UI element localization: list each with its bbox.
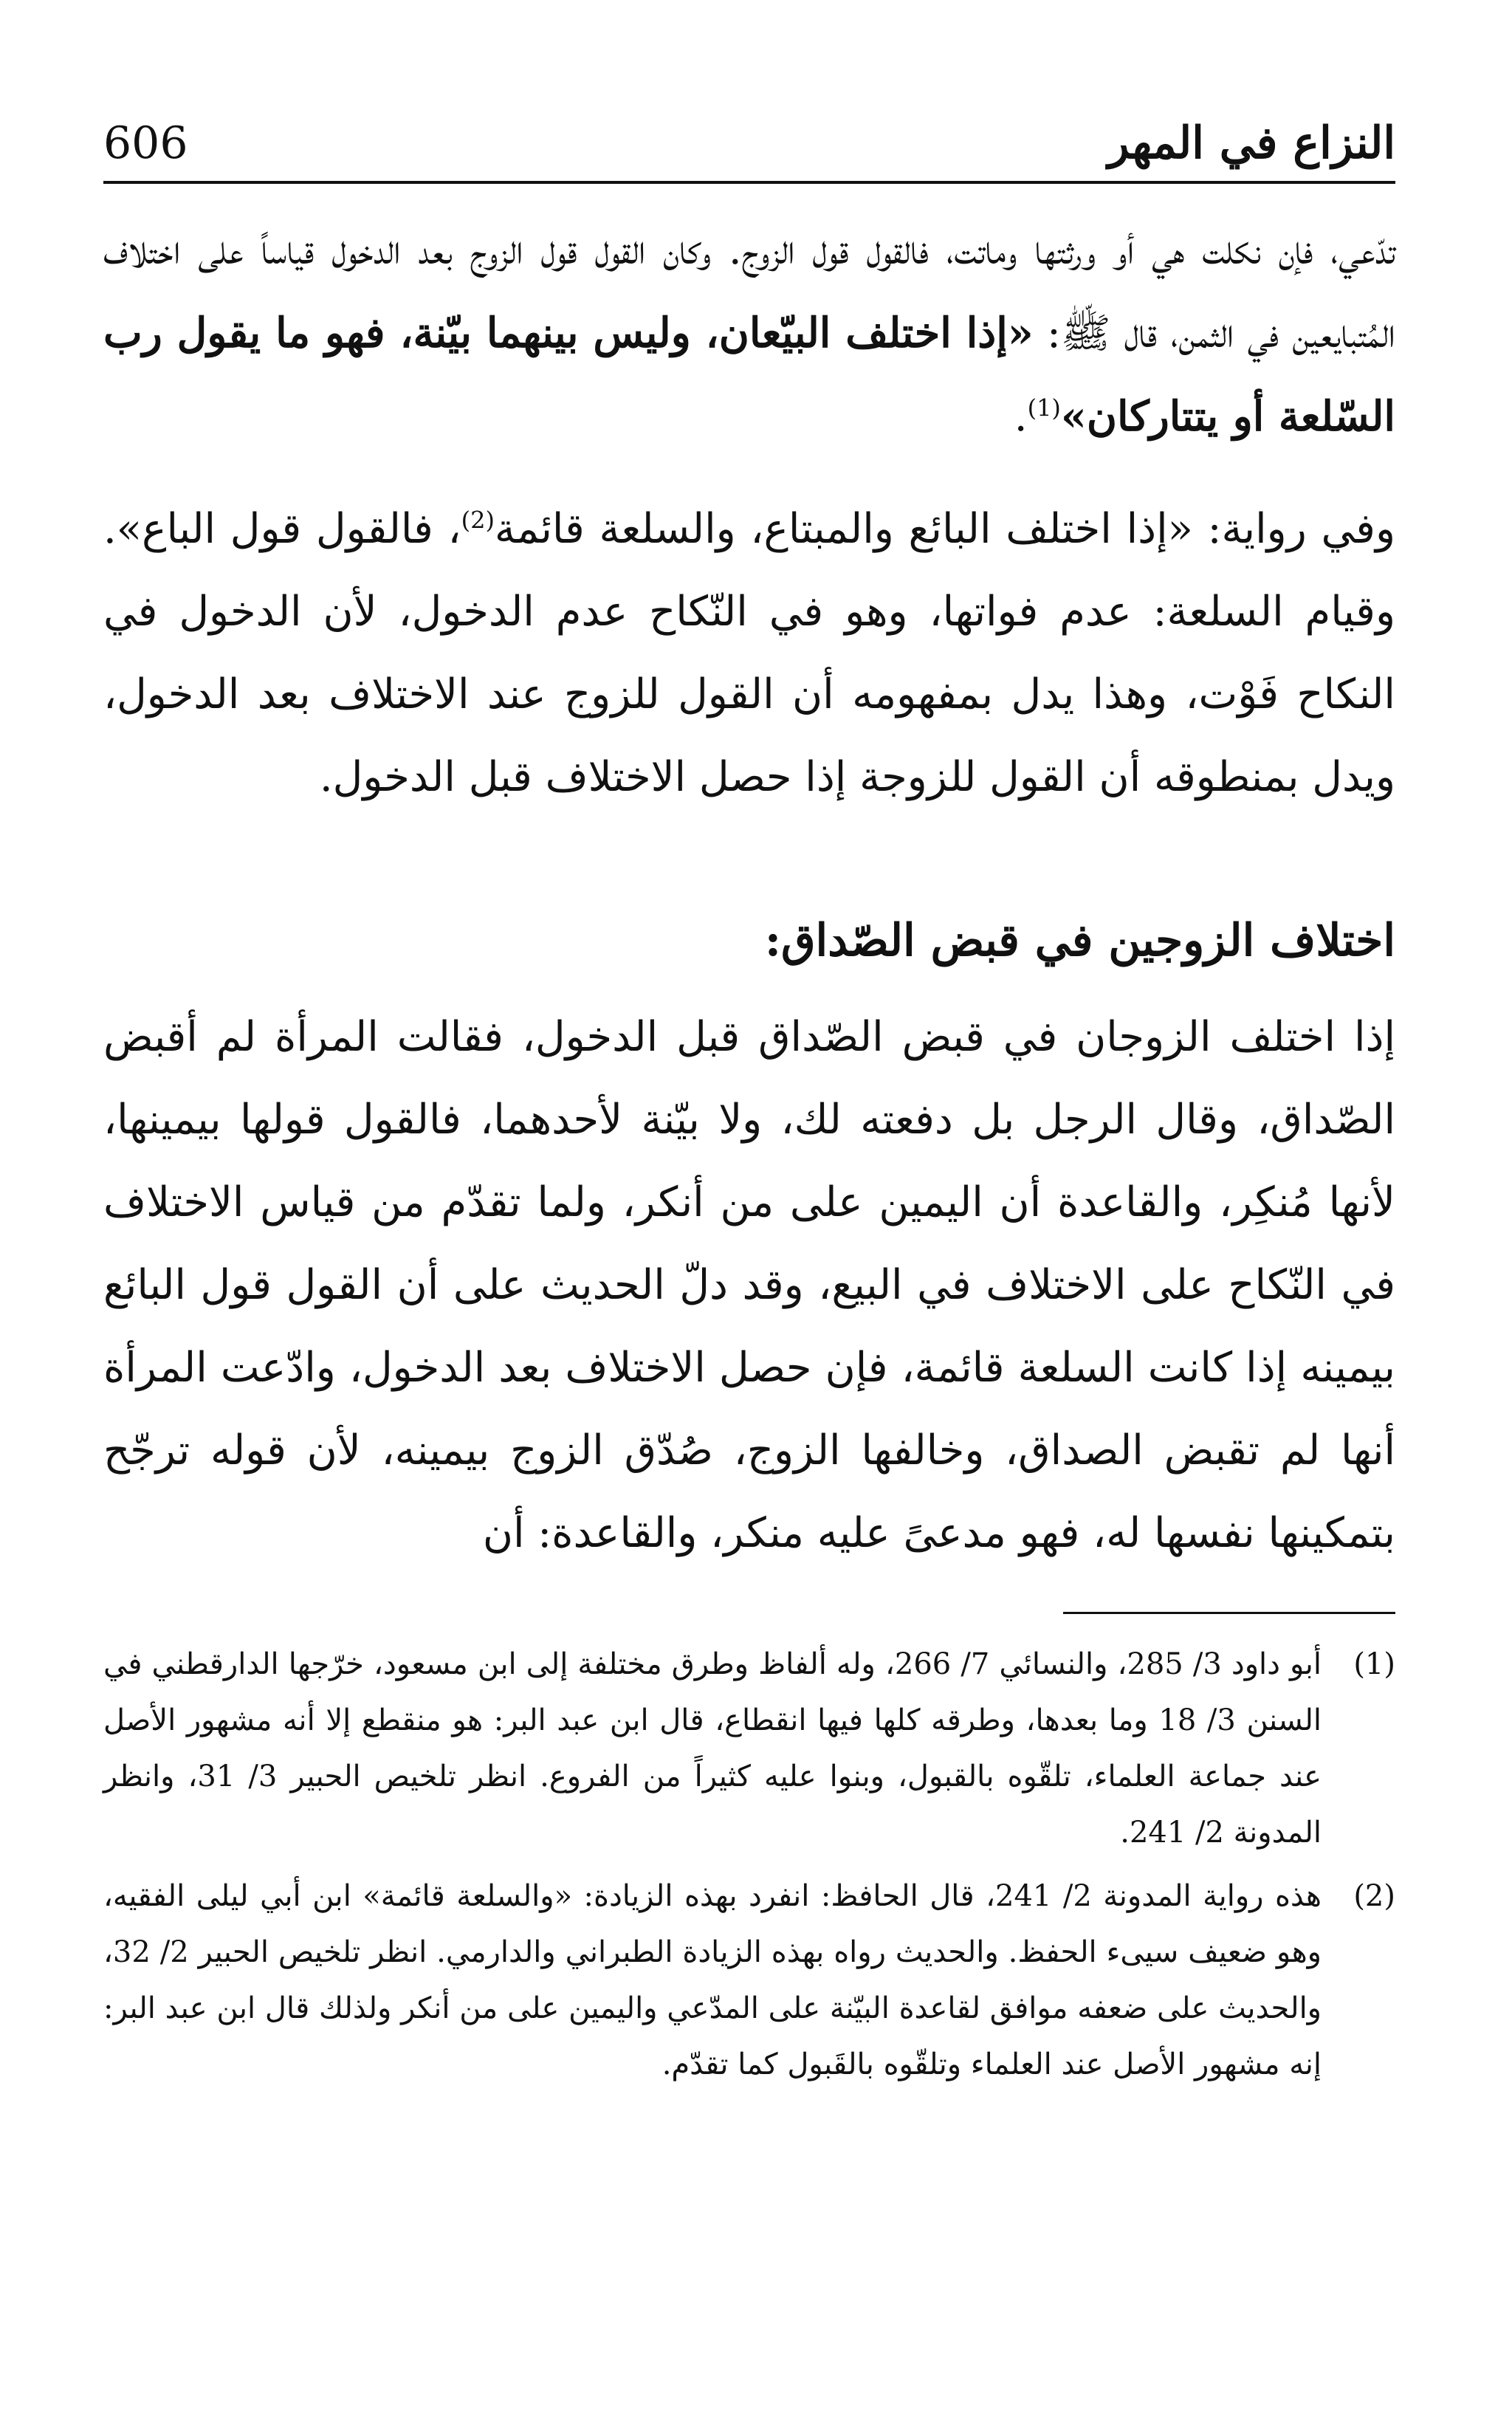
paragraph-2-tail: ، فالقول قول الباع». وقيام السلعة: عدم فواتها، وهو في النّكاح عدم الدخول، لأن الدخول في النكاح فَوْت، وهذا يدل بمفهومه أن القول للزوج عند الاختلاف بعد الدخول، ويدل بمنطوقه أن القول للزوجة إذا حصل الاختلاف قبل الدخول.	[103, 505, 1395, 801]
paragraph-2	[103, 488, 1395, 819]
page-number: 606	[103, 117, 188, 169]
footnote-1-text: أبو داود 3/ 285، والنسائي 7/ 266، وله ألفاظ وطرق مختلفة إلى ابن مسعود، خرّجها الدارقطني في السنن 3/ 18 وما بعدها، وطرقه كلها فيها انقطاع، قال ابن عبد البر: هو منقطع إلا أنه مشهور الأصل عند جماعة العلماء، تلقّوه بالقبول، وبنوا عليه كثيراً من الفروع. انظر تلخيص الحبير 3/ 31، وانظر المدونة 2/ 241.	[103, 1647, 1322, 1850]
page-header	[103, 111, 1395, 184]
footnote-1	[103, 1636, 1395, 1861]
footnotes	[103, 1636, 1395, 2093]
running-title: النزاع في المهر	[1107, 117, 1395, 169]
book-page	[103, 111, 1395, 2311]
paragraph-1	[103, 209, 1395, 459]
footnote-2-marker: (2)	[1353, 1879, 1395, 1913]
footnote-2	[103, 1868, 1395, 2093]
section-heading: اختلاف الزوجين في قبض الصّداق:	[764, 915, 1395, 967]
footnote-1-marker: (1)	[1353, 1647, 1395, 1681]
paragraph-2-text: وفي رواية: «إذا اختلف البائع والمبتاع، والسلعة قائمة	[494, 505, 1395, 553]
hadith-quote: «إذا اختلف البيّعان، وليس بينهما بيّنة، فهو ما يقول رب السّلعة أو يتتاركان»	[103, 309, 1395, 441]
footnote-ref-2: (2)	[461, 506, 495, 535]
main-text	[103, 209, 1395, 1575]
section-paragraph: إذا اختلف الزوجان في قبض الصّداق قبل الدخول، فقالت المرأة لم أقبض الصّداق، وقال الرجل بل دفعته لك، ولا بيّنة لأحدهما، فالقول قولها بيمينها، لأنها مُنكِر، والقاعدة أن اليمين على من أنكر، ولما تقدّم من قياس الاختلاف في النّكاح على الاختلاف في البيع، وقد دلّ الحديث على أن القول قول البائع بيمينه إذا كانت السلعة قائمة، فإن حصل الاختلاف بعد الدخول، وادّعت المرأة أنها لم تقبض الصداق، وخالفها الزوج، صُدّق الزوج بيمينه، لأن قوله ترجّح بتمكينها نفسها له، فهو مدعىً عليه منكر، والقاعدة: أن	[103, 1013, 1395, 1557]
footnote-ref-1: (1)	[1027, 394, 1061, 422]
footnote-2-text: هذه رواية المدونة 2/ 241، قال الحافظ: انفرد بهذه الزيادة: «والسلعة قائمة» ابن أبي ليلى الفقيه، وهو ضعيف سيىء الحفظ. والحديث رواه بهذه الزيادة الطبراني والدارمي. انظر تلخيص الحبير 2/ 32، والحديث على ضعفه موافق لقاعدة البيّنة على المدّعي واليمين على من أنكر ولذلك قال ابن عبد البر: إنه مشهور الأصل عند العلماء وتلقّوه بالقَبول كما تقدّم.	[103, 1879, 1322, 2081]
paragraph-1-tail: .	[1014, 393, 1028, 441]
footnote-divider	[1063, 1612, 1395, 1614]
paragraph-1-text: تدّعي، فإن نكلت هي أو ورثتها وماتت، فالقول قول الزوج. وكان القول قول الزوج بعد الدخول قياساً على اختلاف المُتبايعين في الثمن، قال ﷺ:	[103, 226, 1396, 357]
